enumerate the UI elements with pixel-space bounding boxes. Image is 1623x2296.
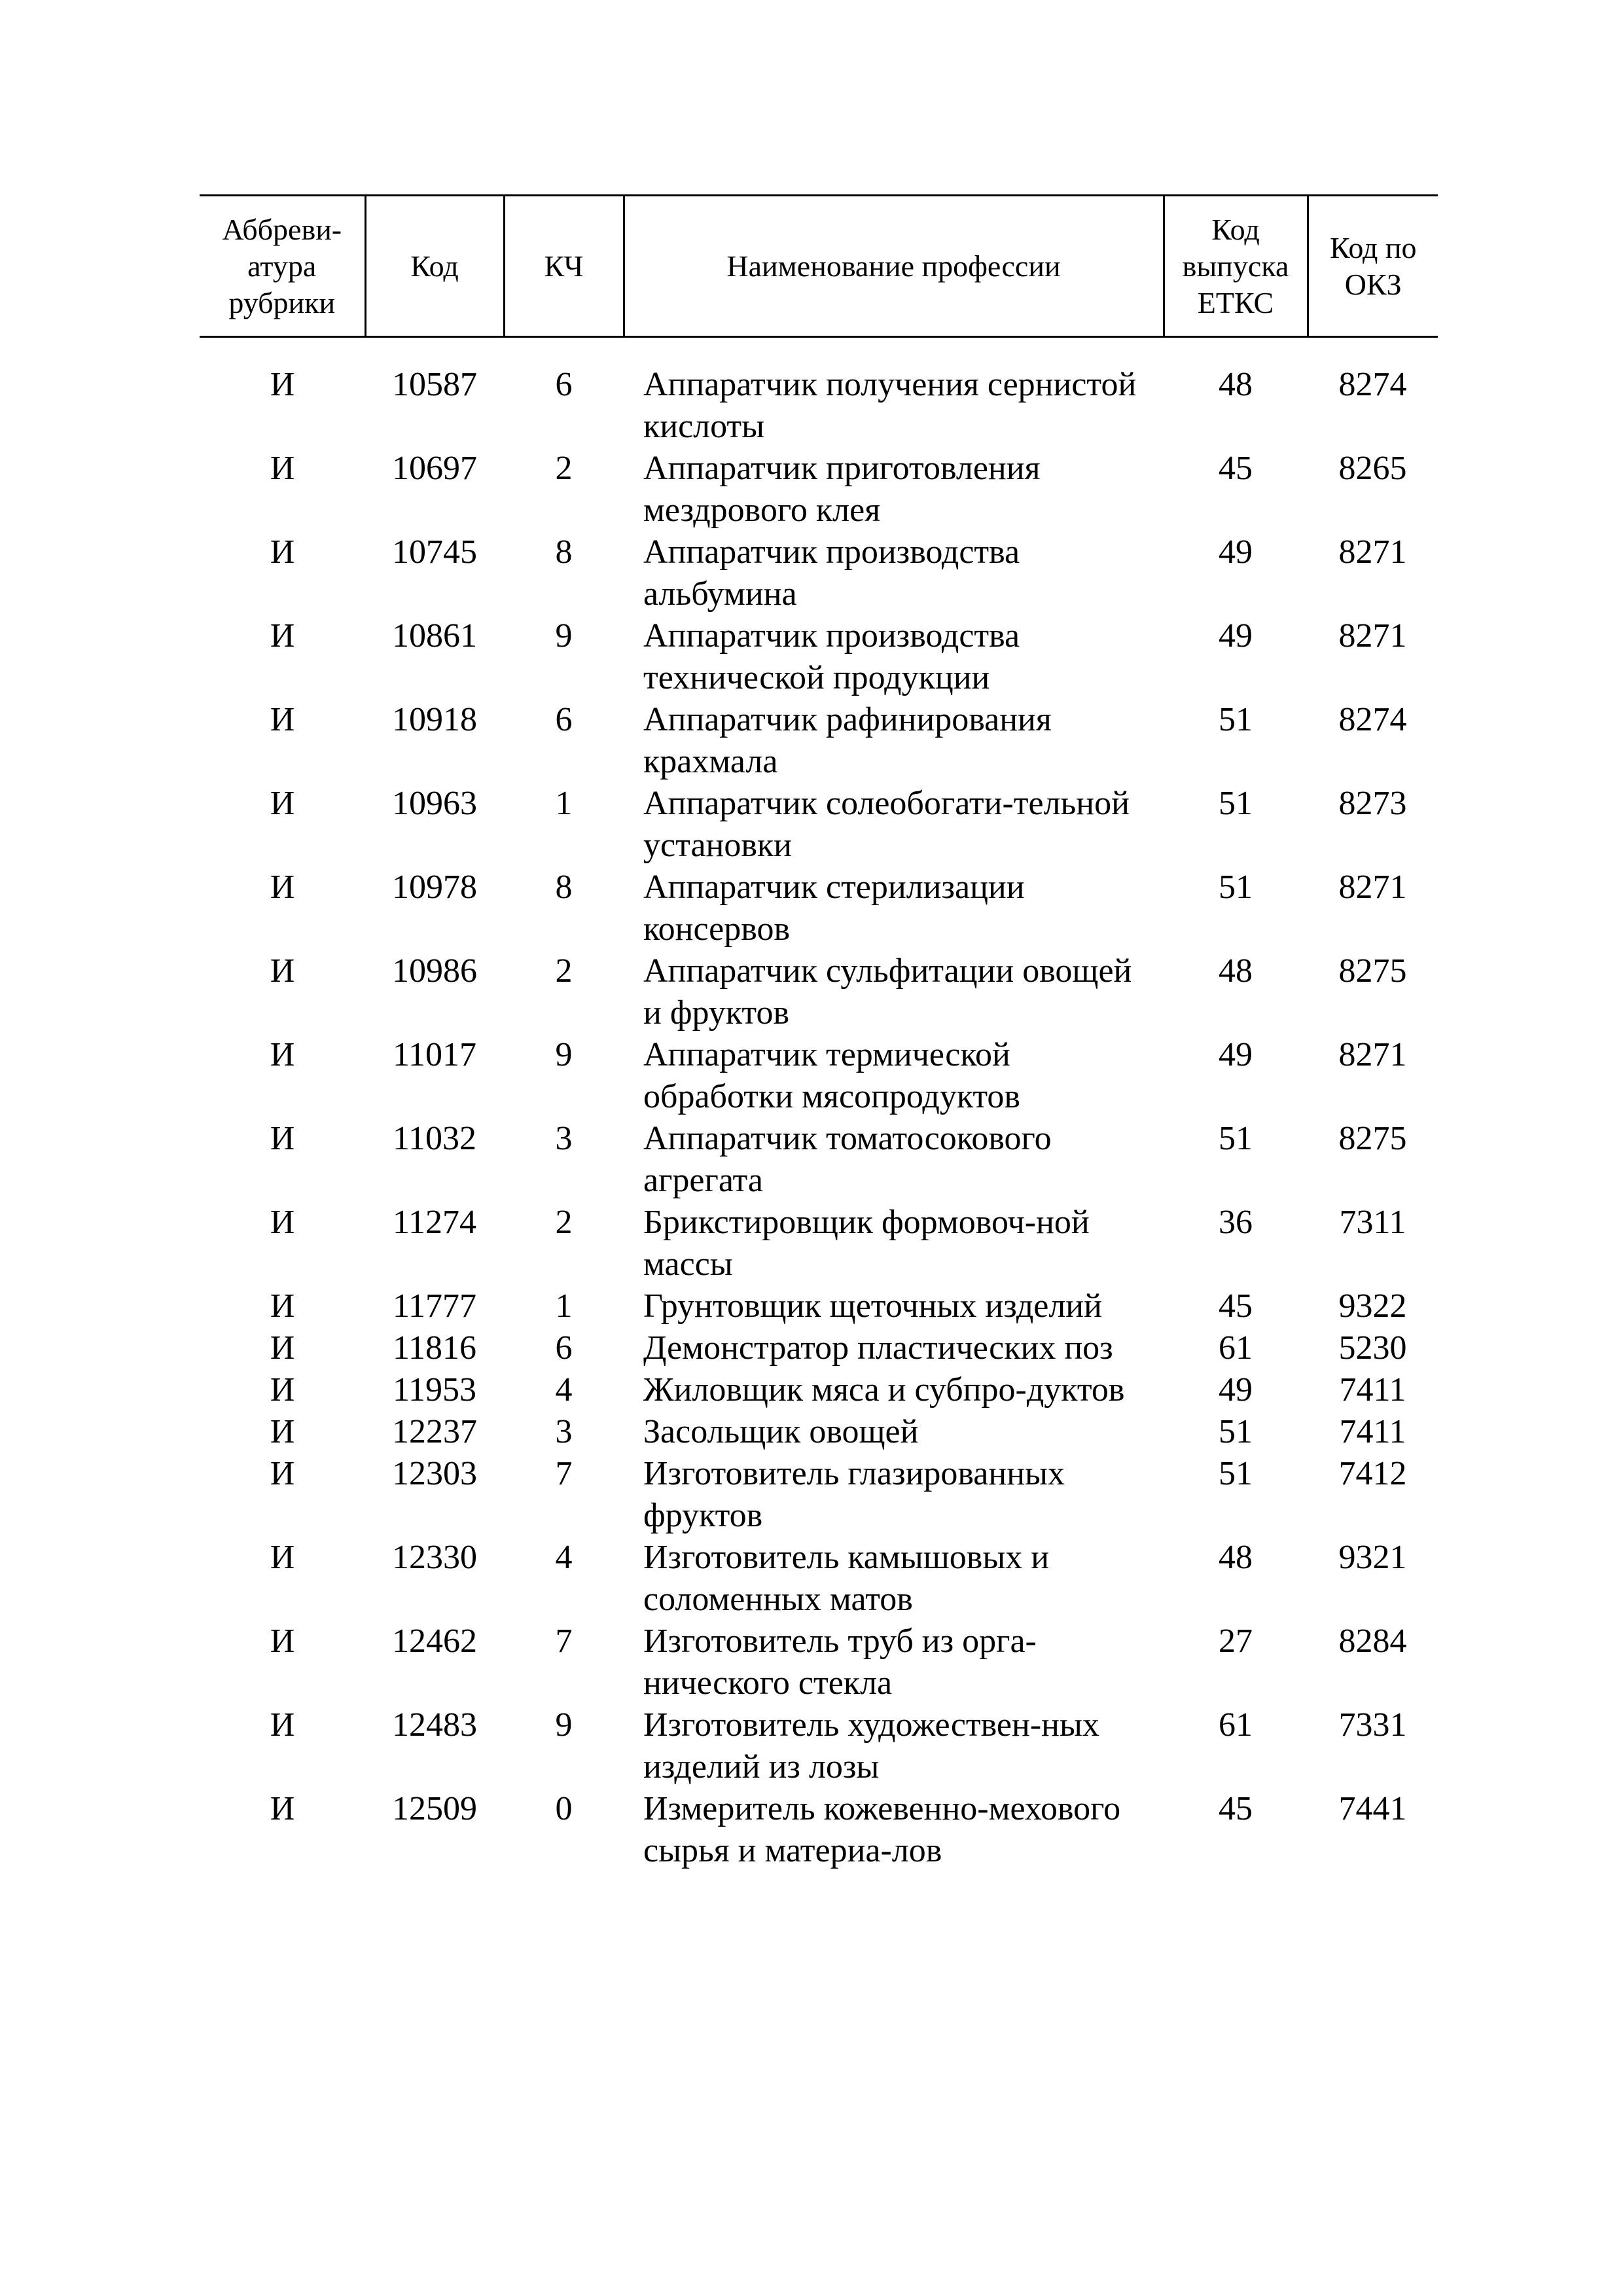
cell-abbr: И bbox=[270, 1120, 295, 1157]
cell-abbr: И bbox=[270, 1287, 295, 1325]
cell-okz-code: 7411 bbox=[1339, 1413, 1406, 1450]
cell-abbr: И bbox=[270, 1413, 295, 1450]
cell-okz-code: 8275 bbox=[1338, 1120, 1407, 1157]
cell-etks-code: 48 bbox=[1219, 952, 1253, 990]
table-row bbox=[200, 1453, 1438, 1537]
cell-kch: 4 bbox=[555, 1371, 573, 1408]
cell-profession-name: Аппаратчик сульфитации овощей и фруктов bbox=[643, 952, 1132, 1031]
cell-etks-code: 45 bbox=[1219, 1790, 1253, 1827]
cell-profession-name: Аппаратчик получения сернистой кислоты bbox=[643, 366, 1137, 445]
cell-kch: 9 bbox=[555, 1036, 573, 1073]
cell-etks-code: 51 bbox=[1219, 1455, 1253, 1492]
cell-profession-name: Изготовитель художествен-ных изделий из лозы bbox=[643, 1706, 1099, 1785]
cell-kch: 6 bbox=[555, 1329, 573, 1367]
cell-kch: 6 bbox=[555, 366, 573, 403]
cell-abbr: И bbox=[270, 952, 295, 990]
cell-profession-name: Аппаратчик солеобогати-тельной установки bbox=[643, 785, 1130, 864]
cell-etks-code: 51 bbox=[1219, 785, 1253, 822]
table-row bbox=[200, 783, 1438, 867]
cell-code: 11017 bbox=[392, 1036, 477, 1073]
cell-etks-code: 36 bbox=[1219, 1204, 1253, 1241]
cell-profession-name: Аппаратчик рафинирования крахмала bbox=[643, 701, 1052, 780]
cell-abbr: И bbox=[270, 785, 295, 822]
cell-okz-code: 8271 bbox=[1338, 533, 1407, 571]
cell-okz-code: 7411 bbox=[1339, 1371, 1406, 1408]
cell-kch: 2 bbox=[555, 952, 573, 990]
cell-profession-name: Изготовитель глазированных фруктов bbox=[643, 1455, 1065, 1534]
cell-etks-code: 61 bbox=[1219, 1706, 1253, 1744]
cell-kch: 7 bbox=[555, 1623, 573, 1660]
header-okz: Код по ОКЗ bbox=[1308, 196, 1438, 337]
cell-kch: 2 bbox=[555, 450, 573, 487]
cell-abbr: И bbox=[270, 617, 295, 655]
cell-abbr: И bbox=[270, 1623, 295, 1660]
header-etks: Код выпуска ЕТКС bbox=[1164, 196, 1308, 337]
table-row bbox=[200, 1034, 1438, 1118]
table-row bbox=[200, 1704, 1438, 1788]
cell-code: 10745 bbox=[392, 533, 477, 571]
cell-okz-code: 8274 bbox=[1338, 366, 1407, 403]
table-row bbox=[200, 531, 1438, 615]
cell-profession-name: Аппаратчик производства альбумина bbox=[643, 533, 1020, 613]
cell-etks-code: 49 bbox=[1219, 533, 1253, 571]
table-row bbox=[200, 867, 1438, 950]
cell-profession-name: Измеритель кожевенно-мехового сырья и материа-лов bbox=[643, 1790, 1121, 1869]
table-row bbox=[200, 1537, 1438, 1621]
cell-abbr: И bbox=[270, 450, 295, 487]
cell-code: 11777 bbox=[392, 1287, 477, 1325]
cell-kch: 0 bbox=[555, 1790, 573, 1827]
cell-etks-code: 45 bbox=[1219, 1287, 1253, 1325]
cell-etks-code: 48 bbox=[1219, 366, 1253, 403]
cell-profession-name: Брикстировщик формовоч-ной массы bbox=[643, 1204, 1090, 1283]
header-code: Код bbox=[365, 196, 504, 337]
cell-etks-code: 45 bbox=[1219, 450, 1253, 487]
cell-profession-name: Жиловщик мяса и субпро-дуктов bbox=[643, 1371, 1125, 1408]
cell-kch: 3 bbox=[555, 1120, 573, 1157]
cell-code: 11816 bbox=[392, 1329, 477, 1367]
cell-okz-code: 8275 bbox=[1338, 952, 1407, 990]
table-row bbox=[200, 950, 1438, 1034]
cell-okz-code: 8271 bbox=[1338, 869, 1407, 906]
cell-code: 10587 bbox=[392, 366, 477, 403]
cell-okz-code: 7441 bbox=[1338, 1790, 1407, 1827]
table-row bbox=[200, 1118, 1438, 1202]
table-row bbox=[200, 1327, 1438, 1369]
header-abbr: Аббреви-атура рубрики bbox=[200, 196, 365, 337]
cell-abbr: И bbox=[270, 1455, 295, 1492]
cell-okz-code: 7311 bbox=[1339, 1204, 1406, 1241]
cell-kch: 3 bbox=[555, 1413, 573, 1450]
cell-abbr: И bbox=[270, 1371, 295, 1408]
cell-abbr: И bbox=[270, 1204, 295, 1241]
cell-profession-name: Изготовитель труб из орга-нического стекла bbox=[643, 1623, 1037, 1702]
cell-kch: 1 bbox=[555, 1287, 573, 1325]
cell-etks-code: 27 bbox=[1219, 1623, 1253, 1660]
cell-okz-code: 8271 bbox=[1338, 617, 1407, 655]
cell-etks-code: 61 bbox=[1219, 1329, 1253, 1367]
cell-abbr: И bbox=[270, 1706, 295, 1744]
cell-code: 12509 bbox=[392, 1790, 477, 1827]
cell-abbr: И bbox=[270, 366, 295, 403]
cell-okz-code: 8274 bbox=[1338, 701, 1407, 738]
table-row bbox=[200, 337, 1438, 448]
cell-okz-code: 8271 bbox=[1338, 1036, 1407, 1073]
cell-okz-code: 9322 bbox=[1338, 1287, 1407, 1325]
cell-abbr: И bbox=[270, 533, 295, 571]
profession-table bbox=[200, 194, 1438, 1872]
cell-profession-name: Аппаратчик термической обработки мясопродуктов bbox=[643, 1036, 1020, 1115]
cell-profession-name: Засольщик овощей bbox=[643, 1413, 919, 1450]
cell-code: 10963 bbox=[392, 785, 477, 822]
cell-code: 10697 bbox=[392, 450, 477, 487]
cell-okz-code: 9321 bbox=[1338, 1539, 1407, 1576]
cell-okz-code: 7412 bbox=[1338, 1455, 1407, 1492]
cell-okz-code: 8284 bbox=[1338, 1623, 1407, 1660]
cell-etks-code: 49 bbox=[1219, 1036, 1253, 1073]
table-row bbox=[200, 1621, 1438, 1704]
cell-kch: 4 bbox=[555, 1539, 573, 1576]
table-row bbox=[200, 1411, 1438, 1453]
cell-kch: 1 bbox=[555, 785, 573, 822]
cell-profession-name: Аппаратчик приготовления мездрового клея bbox=[643, 450, 1041, 529]
cell-abbr: И bbox=[270, 1036, 295, 1073]
cell-kch: 7 bbox=[555, 1455, 573, 1492]
cell-etks-code: 51 bbox=[1219, 869, 1253, 906]
cell-profession-name: Изготовитель камышовых и соломенных матов bbox=[643, 1539, 1050, 1618]
cell-abbr: И bbox=[270, 1329, 295, 1367]
cell-code: 10986 bbox=[392, 952, 477, 990]
cell-kch: 2 bbox=[555, 1204, 573, 1241]
header-kch: КЧ bbox=[504, 196, 624, 337]
table-header bbox=[200, 196, 1438, 337]
cell-profession-name: Демонстратор пластических поз bbox=[643, 1329, 1113, 1367]
cell-okz-code: 8265 bbox=[1338, 450, 1407, 487]
cell-etks-code: 48 bbox=[1219, 1539, 1253, 1576]
cell-code: 12462 bbox=[392, 1623, 477, 1660]
cell-kch: 6 bbox=[555, 701, 573, 738]
cell-okz-code: 5230 bbox=[1338, 1329, 1407, 1367]
table-row bbox=[200, 1788, 1438, 1872]
table-row bbox=[200, 1369, 1438, 1411]
table-row bbox=[200, 615, 1438, 699]
cell-code: 11032 bbox=[392, 1120, 477, 1157]
cell-code: 10978 bbox=[392, 869, 477, 906]
cell-code: 12483 bbox=[392, 1706, 477, 1744]
cell-profession-name: Аппаратчик производства технической продукции bbox=[643, 617, 1020, 696]
header-name: Наименование профессии bbox=[624, 196, 1164, 337]
cell-code: 11274 bbox=[392, 1204, 477, 1241]
cell-kch: 9 bbox=[555, 1706, 573, 1744]
cell-etks-code: 49 bbox=[1219, 617, 1253, 655]
cell-code: 10861 bbox=[392, 617, 477, 655]
table-row bbox=[200, 448, 1438, 531]
cell-abbr: И bbox=[270, 1539, 295, 1576]
cell-okz-code: 8273 bbox=[1338, 785, 1407, 822]
cell-abbr: И bbox=[270, 869, 295, 906]
cell-code: 10918 bbox=[392, 701, 477, 738]
cell-profession-name: Аппаратчик стерилизации консервов bbox=[643, 869, 1025, 948]
cell-etks-code: 51 bbox=[1219, 1120, 1253, 1157]
cell-kch: 9 bbox=[555, 617, 573, 655]
cell-kch: 8 bbox=[555, 869, 573, 906]
cell-code: 12303 bbox=[392, 1455, 477, 1492]
cell-code: 12237 bbox=[392, 1413, 477, 1450]
cell-etks-code: 49 bbox=[1219, 1371, 1253, 1408]
cell-profession-name: Грунтовщик щеточных изделий bbox=[643, 1287, 1102, 1325]
cell-code: 11953 bbox=[392, 1371, 477, 1408]
cell-etks-code: 51 bbox=[1219, 1413, 1253, 1450]
table-row bbox=[200, 699, 1438, 783]
table-body bbox=[200, 337, 1438, 1873]
cell-kch: 8 bbox=[555, 533, 573, 571]
cell-code: 12330 bbox=[392, 1539, 477, 1576]
cell-abbr: И bbox=[270, 701, 295, 738]
cell-profession-name: Аппаратчик томатосокового агрегата bbox=[643, 1120, 1052, 1199]
document-page bbox=[200, 194, 1438, 1872]
cell-okz-code: 7331 bbox=[1338, 1706, 1407, 1744]
table-row bbox=[200, 1202, 1438, 1285]
table-row bbox=[200, 1285, 1438, 1327]
cell-etks-code: 51 bbox=[1219, 701, 1253, 738]
cell-abbr: И bbox=[270, 1790, 295, 1827]
